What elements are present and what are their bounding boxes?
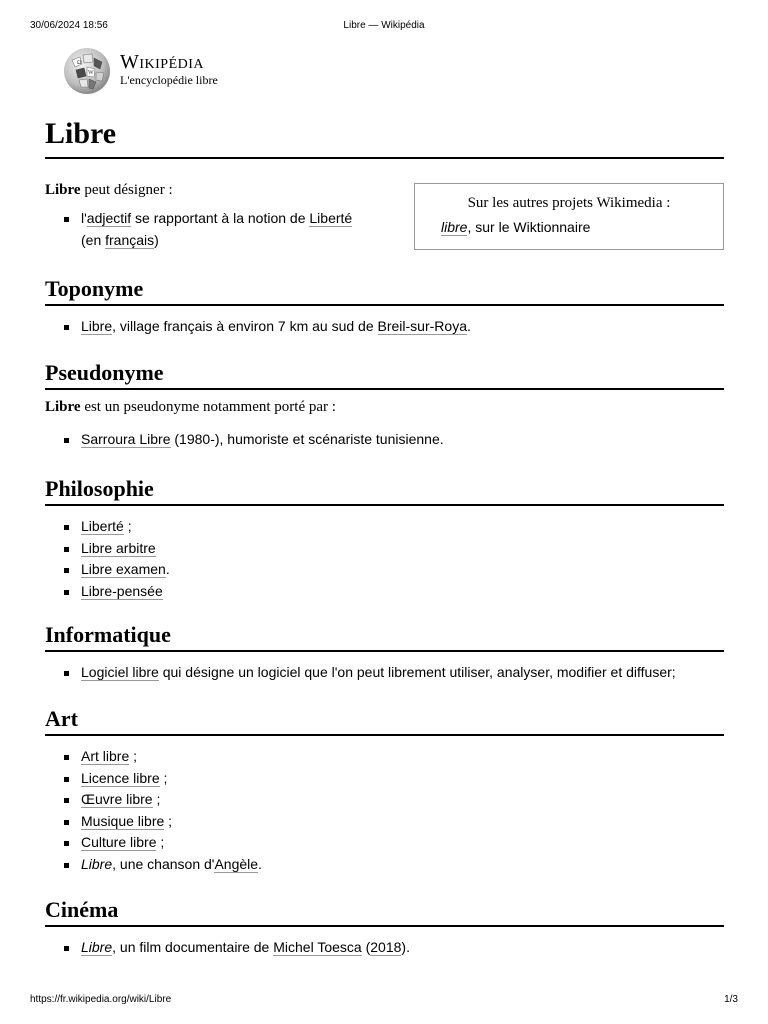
link-adjectif[interactable]: adjectif xyxy=(86,210,132,226)
text: . xyxy=(258,855,262,872)
site-name: Wikipédia xyxy=(120,51,205,73)
print-header xyxy=(30,20,738,34)
link-breil-sur-roya[interactable]: Breil-sur-Roya xyxy=(377,318,467,334)
list-item xyxy=(81,538,724,560)
sister-projects-line xyxy=(441,218,723,236)
text: ). xyxy=(401,939,410,955)
text: (en xyxy=(81,231,106,248)
text: , un film documentaire de xyxy=(112,939,274,955)
text: , village français à environ 7 km au sud de xyxy=(112,318,378,334)
toponyme-list xyxy=(45,316,724,338)
list-item xyxy=(81,789,724,811)
link-2018[interactable]: 2018 xyxy=(370,939,402,955)
wiktionary-link[interactable]: libre xyxy=(441,219,468,235)
text: ) xyxy=(154,231,159,248)
intro-bold: Libre xyxy=(45,182,81,198)
svg-text:W: W xyxy=(88,70,94,76)
print-datetime: 30/06/2024 18:56 xyxy=(30,20,108,31)
link-libre-film[interactable]: Libre xyxy=(81,939,113,955)
link-angele[interactable]: Angèle xyxy=(214,855,259,872)
link-michel-toesca[interactable]: Michel Toesca xyxy=(273,939,362,955)
heading-informatique: Informatique xyxy=(45,621,724,652)
pseudonyme-list xyxy=(45,429,724,451)
text: , sur le Wiktionnaire xyxy=(467,219,591,235)
heading-philosophie: Philosophie xyxy=(45,475,724,506)
list-item xyxy=(81,832,724,854)
list-item xyxy=(81,937,724,959)
link-musique-libre[interactable]: Musique libre xyxy=(81,812,165,829)
heading-pseudonyme: Pseudonyme xyxy=(45,359,724,390)
site-tagline: L'encyclopédie libre xyxy=(120,73,218,87)
link-libre-village[interactable]: Libre xyxy=(81,318,113,334)
link-culture-libre[interactable]: Culture libre xyxy=(81,834,157,850)
art-list xyxy=(45,746,724,875)
svg-text:Ω: Ω xyxy=(77,60,82,66)
list-item xyxy=(81,662,724,684)
link-logiciel-libre[interactable]: Logiciel libre xyxy=(81,664,159,680)
text: , une chanson d' xyxy=(112,855,215,872)
text: . xyxy=(466,318,471,334)
text: qui désigne un logiciel que l'on peut librement utiliser, analyser, modifier et diffuser; xyxy=(158,664,676,680)
section-pseudonyme xyxy=(45,359,724,451)
text: ( xyxy=(361,939,371,955)
list-item xyxy=(81,559,724,581)
text: ; xyxy=(156,834,165,850)
sister-projects-title: Sur les autres projets Wikimedia : xyxy=(467,195,671,211)
text: ; xyxy=(164,812,173,829)
list-item xyxy=(81,316,724,338)
text: l' xyxy=(81,210,87,226)
section-informatique xyxy=(45,621,724,684)
link-licence-libre[interactable]: Licence libre xyxy=(81,769,160,786)
cinema-list xyxy=(45,937,724,959)
print-footer xyxy=(30,994,738,1008)
link-libre-examen[interactable]: Libre examen xyxy=(81,561,166,577)
wikipedia-globe-icon xyxy=(62,46,112,96)
list-item xyxy=(81,854,724,876)
print-tab-title: Libre — Wikipédia xyxy=(343,20,425,31)
link-sarroura-libre[interactable]: Sarroura Libre xyxy=(81,431,171,447)
list-item xyxy=(81,811,724,833)
link-liberte[interactable]: Liberté xyxy=(81,518,124,534)
section-art xyxy=(45,705,724,875)
section-cinema xyxy=(45,896,724,959)
section-philosophie xyxy=(45,475,724,602)
list-item xyxy=(81,746,724,768)
list-item xyxy=(81,429,724,451)
list-item xyxy=(81,208,401,251)
link-art-libre[interactable]: Art libre xyxy=(81,748,130,764)
list-item xyxy=(81,581,724,603)
section-toponyme xyxy=(45,275,724,338)
text: est un pseudonyme notamment porté par : xyxy=(80,399,336,415)
bold-text: Libre xyxy=(45,399,81,415)
link-oeuvre-libre[interactable]: Œuvre libre xyxy=(81,791,153,807)
list-item xyxy=(81,516,724,538)
text: ; xyxy=(152,791,161,807)
heading-art: Art xyxy=(45,705,724,736)
philosophie-list xyxy=(45,516,724,602)
heading-toponyme: Toponyme xyxy=(45,275,724,306)
text: ; xyxy=(123,518,132,534)
page-title: Libre xyxy=(45,110,724,159)
text: ; xyxy=(159,769,168,786)
intro-list xyxy=(45,208,401,251)
sister-projects-box xyxy=(414,183,724,250)
link-francais[interactable]: français xyxy=(105,231,155,248)
text: . xyxy=(165,561,170,577)
list-item xyxy=(81,768,724,790)
heading-cinema: Cinéma xyxy=(45,896,724,927)
link-libre-pensee[interactable]: Libre-pensée xyxy=(81,582,163,599)
text: ; xyxy=(129,748,138,764)
text: se rapportant à la notion de xyxy=(131,210,310,226)
link-libre-arbitre[interactable]: Libre arbitre xyxy=(81,539,156,556)
article-content xyxy=(45,110,724,955)
link-liberte[interactable]: Liberté xyxy=(309,210,353,226)
page-number: 1/3 xyxy=(724,994,738,1005)
italic-text: Libre xyxy=(81,855,113,872)
wordmark xyxy=(120,51,218,87)
page-url: https://fr.wikipedia.org/wiki/Libre xyxy=(30,994,172,1005)
text: (1980-), humoriste et scénariste tunisienne. xyxy=(170,431,444,447)
intro-text: peut désigner : xyxy=(80,182,173,198)
informatique-list xyxy=(45,662,724,684)
pseudonyme-paragraph xyxy=(45,397,724,417)
